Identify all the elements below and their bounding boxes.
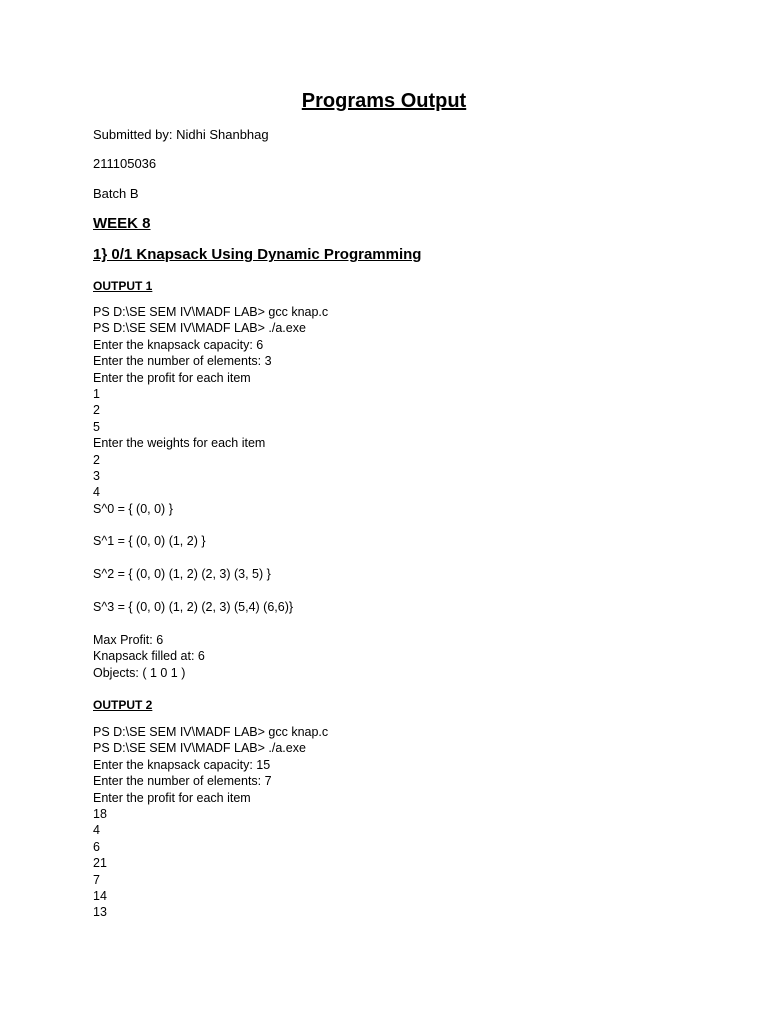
console-line: Enter the knapsack capacity: 15	[93, 757, 271, 772]
console-line	[93, 550, 328, 566]
console-line: 4	[93, 485, 100, 500]
console-line	[93, 583, 328, 599]
console-line: S^0 = { (0, 0) }	[93, 501, 173, 516]
console-line: 3	[93, 468, 100, 483]
console-line: S^2 = { (0, 0) (1, 2) (2, 3) (3, 5) }	[93, 567, 271, 582]
console-line: 14	[93, 888, 107, 903]
console-line: PS D:\SE SEM IV\MADF LAB> gcc knap.c	[93, 305, 329, 319]
console-line: 21	[93, 856, 107, 871]
console-line: PS D:\SE SEM IV\MADF LAB> ./a.exe	[93, 321, 306, 336]
console-line: Max Profit: 6	[93, 632, 164, 647]
output-1-label: OUTPUT 1	[93, 279, 153, 293]
console-line	[93, 615, 328, 631]
program-heading: 1} 0/1 Knapsack Using Dynamic Programming	[93, 246, 422, 263]
console-line: S^1 = { (0, 0) (1, 2) }	[93, 534, 206, 549]
page-title: Programs Output	[301, 90, 467, 112]
console-line: Knapsack filled at: 6	[93, 649, 205, 664]
console-line: PS D:\SE SEM IV\MADF LAB> gcc knap.c	[93, 725, 329, 739]
console-line: Enter the weights for each item	[93, 436, 266, 451]
console-line: Enter the number of elements: 3	[93, 354, 272, 369]
console-line: 7	[93, 872, 100, 887]
output-1-console	[93, 304, 328, 681]
console-line: 18	[93, 806, 107, 821]
console-line: PS D:\SE SEM IV\MADF LAB> ./a.exe	[93, 741, 306, 756]
console-line: 2	[93, 403, 100, 418]
console-line: 2	[93, 452, 100, 467]
console-line: S^3 = { (0, 0) (1, 2) (2, 3) (5,4) (6,6)}	[93, 600, 294, 615]
console-line: Objects: ( 1 0 1 )	[93, 665, 186, 680]
roll-number: 211105036	[93, 156, 157, 171]
output-2-label: OUTPUT 2	[93, 698, 153, 712]
console-line: 5	[93, 419, 100, 434]
week-heading: WEEK 8	[93, 215, 151, 232]
submitted-by: Submitted by: Nidhi Shanbhag	[93, 127, 269, 142]
console-line: Enter the profit for each item	[93, 370, 251, 385]
console-line: Enter the knapsack capacity: 6	[93, 337, 264, 352]
batch: Batch B	[93, 186, 139, 201]
console-line	[93, 517, 328, 533]
console-line: Enter the profit for each item	[93, 790, 251, 805]
console-line: 13	[93, 905, 107, 920]
console-line: 4	[93, 823, 100, 838]
output-2-console	[93, 724, 328, 921]
console-line: 6	[93, 839, 100, 854]
console-line: 1	[93, 386, 100, 401]
console-line: Enter the number of elements: 7	[93, 774, 272, 789]
